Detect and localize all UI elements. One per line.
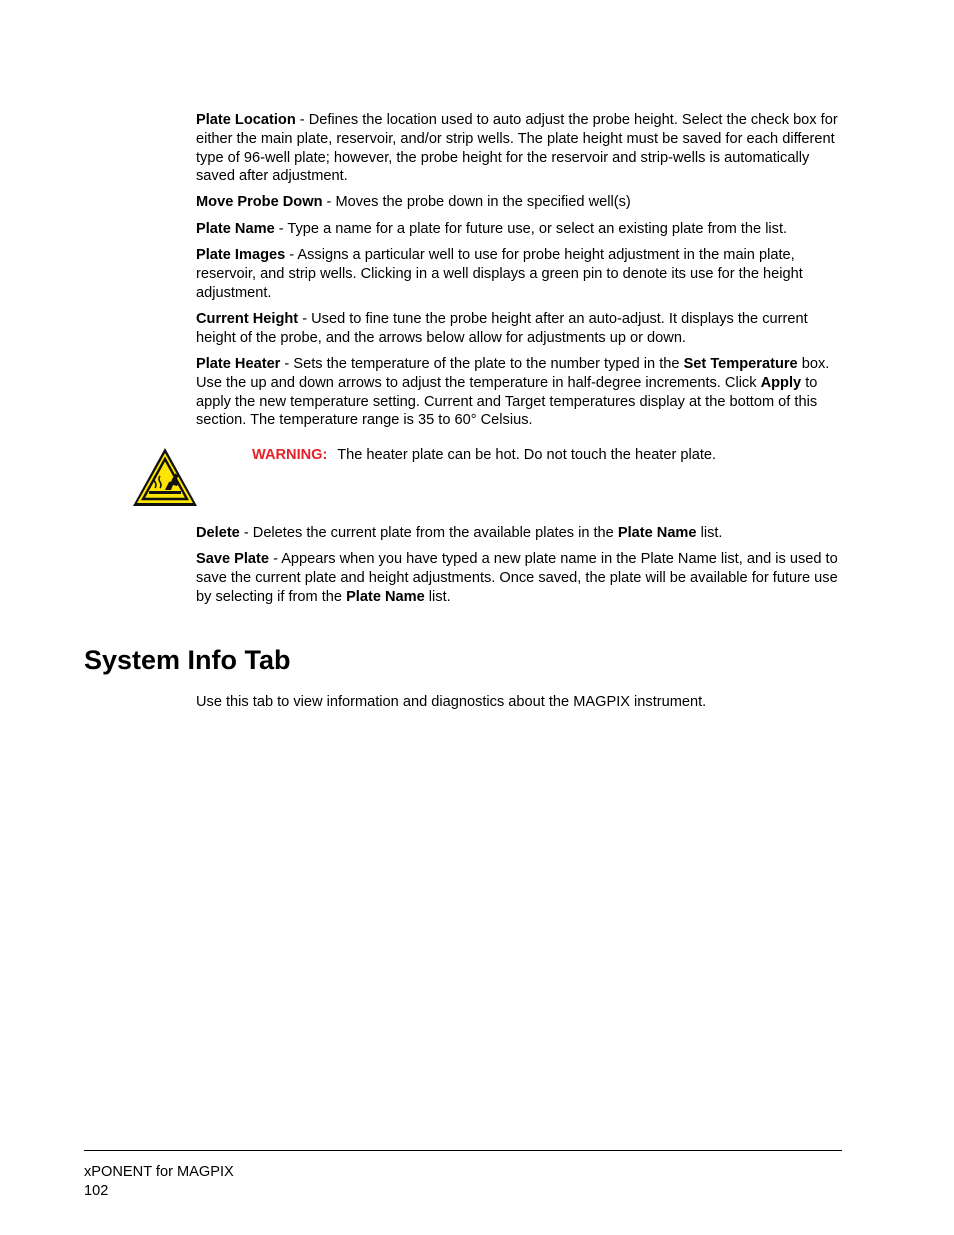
definition-term: Current Height (196, 311, 299, 327)
definition-move-probe-down (196, 193, 846, 212)
ui-reference: Apply (760, 374, 802, 391)
definition-term: Save Plate (196, 551, 270, 567)
definition-current-height (196, 310, 846, 348)
definition-text: - Defines the location used to auto adjust the probe height. Select the check box for either the main plate, reservoir, and/or strip wells. The plate height must be saved for each different type of 96-well plate; however, the probe height for the reservoir and strip-wells is automatically saved after adjustment. (196, 112, 838, 185)
definition-term: Plate Images (196, 247, 286, 263)
definition-text: - Appears when you have typed a new plate name in the Plate Name list, and is used to save the current plate and height adjustments. Once saved, the plate will be available for future use by selecting if from the (196, 551, 838, 605)
definition-plate-name (196, 220, 846, 239)
definition-term: Plate Name (196, 221, 275, 237)
definition-text: box. Use the up and down arrows to adjust the temperature in half-degree increments. Click (196, 356, 830, 391)
definition-term: Plate Location (196, 112, 296, 128)
definition-term: Plate Heater (196, 356, 281, 372)
ui-reference: Plate Name (346, 588, 425, 605)
warning-message (252, 446, 716, 465)
definition-save-plate (196, 550, 846, 606)
definition-plate-images (196, 246, 846, 302)
hot-surface-warning-icon (131, 446, 199, 508)
footer-divider (84, 1150, 842, 1151)
definition-text: list. (424, 588, 451, 605)
section-heading: System Info Tab (84, 645, 291, 675)
definition-text: - Deletes the current plate from the available plates in the (239, 525, 618, 541)
definition-term: Move Probe Down (196, 194, 323, 210)
definition-plate-location (196, 111, 846, 186)
warning-text: The heater plate can be hot. Do not touch the heater plate. (337, 447, 717, 463)
section-intro: Use this tab to view information and diagnostics about the MAGPIX instrument. (196, 694, 707, 710)
ui-reference: Plate Name (617, 525, 697, 541)
ui-reference: Set Temperature (683, 356, 798, 372)
definition-term: Delete (196, 525, 240, 541)
definition-plate-heater (196, 355, 846, 430)
definition-text: - Used to fine tune the probe height after an auto-adjust. It displays the current height of the probe, and the arrows below allow for adjustments up or down. (196, 311, 808, 346)
footer-page-number: 102 (84, 1183, 109, 1199)
footer-product: xPONENT for MAGPIX (84, 1164, 234, 1180)
definition-text: to apply the new temperature setting. Current and Target temperatures display at the bottom of this section. The temperature range is 35 to 60° Celsius. (196, 374, 818, 429)
definition-text: list. (696, 525, 723, 541)
definition-text: - Type a name for a plate for future use, or select an existing plate from the list. (274, 221, 788, 237)
definition-text: - Sets the temperature of the plate to the number typed in the (280, 356, 684, 372)
definition-delete (196, 524, 846, 543)
definition-text: - Assigns a particular well to use for probe height adjustment in the main plate, reservoir, and strip wells. Clicking in a well displays a green pin to denote its use for the height adjustment. (196, 247, 803, 301)
definition-text: - Moves the probe down in the specified well(s) (322, 194, 631, 210)
warning-label: WARNING: (252, 447, 328, 463)
